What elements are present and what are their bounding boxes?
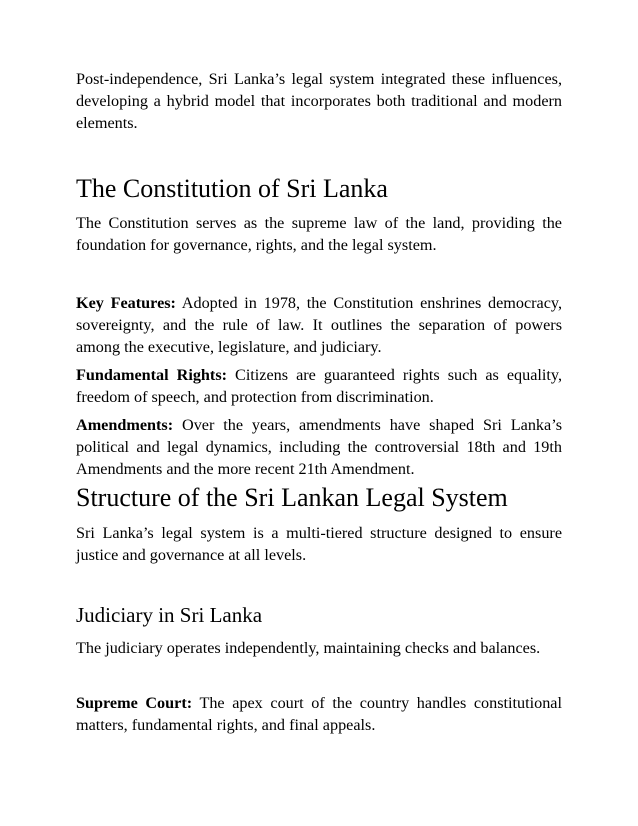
key-features-paragraph (76, 292, 562, 358)
supreme-court-label: Supreme Court: (76, 694, 193, 712)
judiciary-heading: Judiciary in Sri Lanka (76, 603, 263, 627)
constitution-heading: The Constitution of Sri Lanka (76, 174, 388, 203)
key-features-label: Key Features: (76, 294, 176, 312)
amendments-paragraph (76, 414, 562, 480)
amendments-label: Amendments: (76, 416, 174, 434)
amendments-text: Over the years, amendments have shaped Sri Lanka’s political and legal dynamics, including the controversial 18th and 19th Amendments and the more recent 21th Amendment. (76, 416, 562, 478)
structure-heading: Structure of the Sri Lankan Legal System (76, 483, 508, 512)
supreme-court-paragraph (76, 692, 562, 736)
intro-paragraph: Post-independence, Sri Lanka’s legal system integrated these influences, developing a hybrid model that incorporates both traditional and modern elements. (76, 70, 562, 132)
constitution-intro-paragraph: The Constitution serves as the supreme law of the land, providing the foundation for governance, rights, and the legal system. (76, 214, 562, 254)
fundamental-rights-label: Fundamental Rights: (76, 366, 228, 384)
judiciary-intro-paragraph: The judiciary operates independently, maintaining checks and balances. (76, 639, 541, 657)
supreme-court-text: The apex court of the country handles constitutional matters, fundamental rights, and final appeals. (76, 694, 562, 734)
fundamental-rights-paragraph (76, 364, 562, 408)
structure-intro-paragraph: Sri Lanka’s legal system is a multi-tiered structure designed to ensure justice and governance at all levels. (76, 524, 562, 564)
key-features-text: Adopted in 1978, the Constitution enshrines democracy, sovereignty, and the rule of law. It outlines the separation of powers among the executive, legislature, and judiciary. (76, 294, 562, 356)
fundamental-rights-text: Citizens are guaranteed rights such as equality, freedom of speech, and protection from discrimination. (76, 366, 562, 406)
